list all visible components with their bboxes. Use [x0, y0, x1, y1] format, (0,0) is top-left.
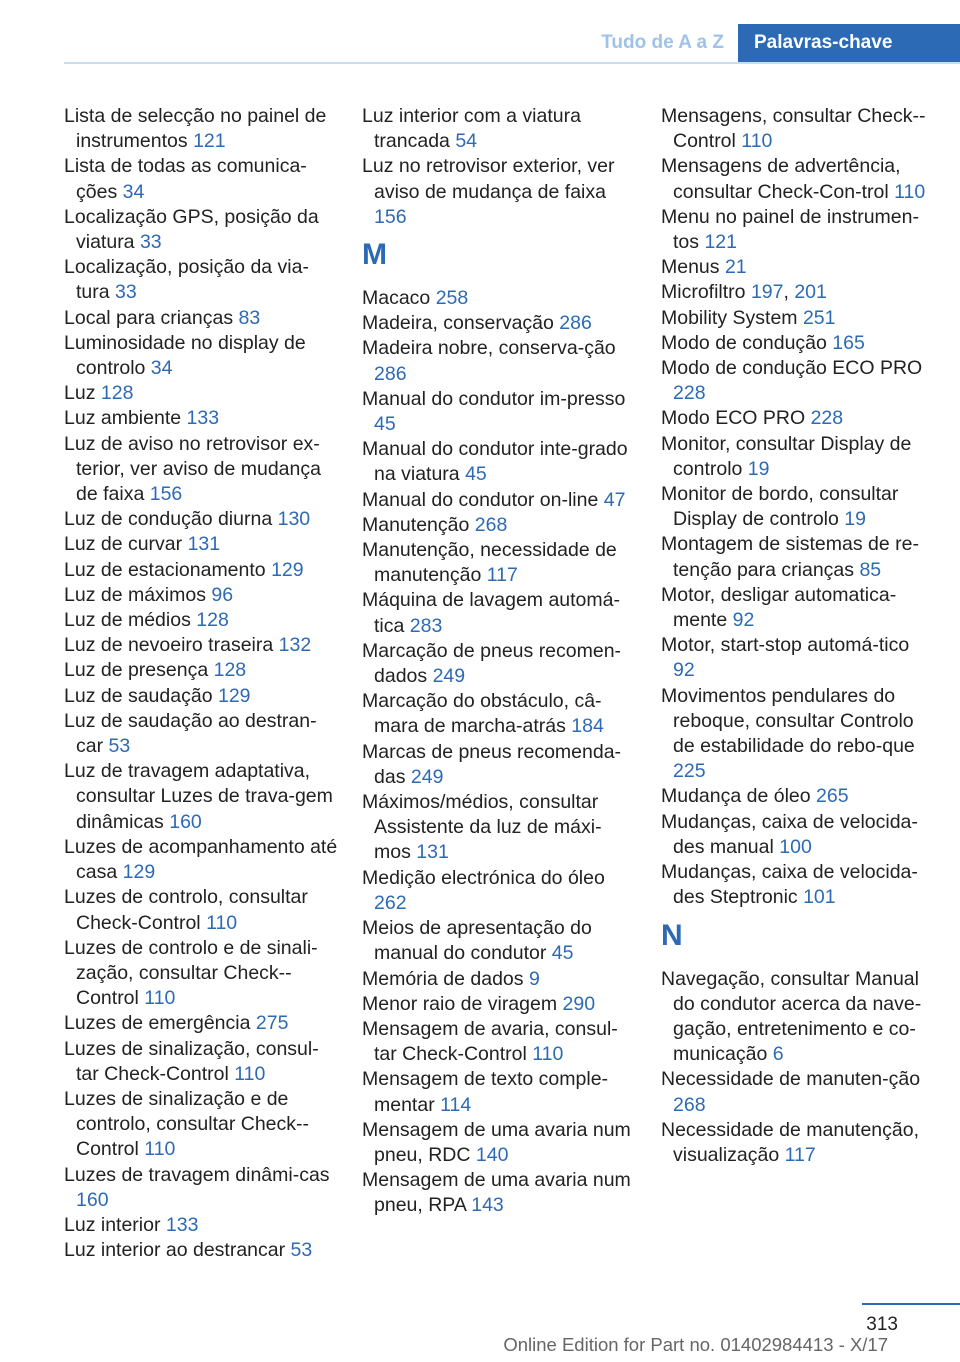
index-entry-term: Modo de condução ECO PRO	[661, 357, 923, 380]
index-entry	[64, 759, 339, 835]
index-entry-term: Manutenção	[362, 513, 470, 536]
index-entry	[661, 532, 936, 582]
index-entry-term: Local para crianças	[64, 306, 234, 329]
index-entry	[661, 967, 936, 1068]
index-entry-term: Luzes de sinalização, consul-tar Check-Control	[64, 1037, 319, 1085]
index-entry-term: Luz de nevoeiro traseira	[64, 634, 274, 657]
index-entry-term: Madeira nobre, conserva-ção	[362, 337, 616, 360]
index-entry	[362, 1168, 637, 1218]
page-reference-link[interactable]: 275	[255, 1012, 289, 1035]
index-entry-term: Lista de todas as comunica-ções	[64, 155, 307, 203]
index-entry-term: Mudança de óleo	[661, 785, 811, 808]
page-reference-link[interactable]: 130	[277, 508, 311, 531]
page-reference-link[interactable]: 251	[802, 306, 836, 329]
page-reference-link[interactable]: 249	[410, 765, 444, 788]
index-entry-term: Menus	[661, 256, 720, 279]
index-entry	[362, 437, 637, 487]
page-reference-link[interactable]: 110	[144, 1138, 176, 1161]
index-entry-term: Memória de dados	[362, 967, 524, 990]
index-entry-term: Macaco	[362, 287, 431, 310]
index-entry	[64, 331, 339, 381]
index-entry	[64, 1163, 339, 1213]
index-entry	[362, 1017, 637, 1067]
page-reference-link[interactable]: 92	[673, 659, 695, 682]
index-entry	[362, 992, 637, 1017]
index-entry-term: Madeira, conservação	[362, 312, 554, 335]
index-entry-term: Luz interior	[64, 1213, 161, 1236]
index-entry	[64, 532, 339, 557]
index-entry-term: Manutenção, necessidade de manutenção	[362, 539, 617, 587]
page-reference-link[interactable]: 225	[673, 760, 706, 783]
index-entry	[64, 432, 339, 508]
index-entry-term: Mensagens de advertência, consultar Check-Con-trol	[661, 155, 901, 203]
page-reference-link[interactable]: 110	[206, 911, 238, 934]
index-entry-term: Localização GPS, posição da viatura	[64, 205, 319, 254]
index-entry	[64, 633, 339, 658]
page-reference-link[interactable]: 160	[76, 1188, 109, 1211]
page-reference-link[interactable]: 54	[455, 130, 478, 153]
index-entry-term: Mensagens, consultar Check--Control	[661, 105, 926, 153]
index-letter-heading: M	[362, 238, 387, 272]
page-reference-link[interactable]: 6	[772, 1043, 784, 1066]
page-reference-link[interactable]: 129	[271, 558, 304, 581]
index-entry-term: Luz de máximos	[64, 583, 206, 606]
index-entry	[661, 1118, 936, 1168]
page-reference-link[interactable]: 34	[150, 357, 173, 380]
page-reference-link[interactable]: 96	[211, 583, 234, 606]
index-entry-term: Necessidade de manutenção, visualização	[661, 1118, 920, 1166]
index-entry-term: Luz interior ao destrancar	[64, 1239, 286, 1262]
page-reference-link[interactable]: 201	[794, 281, 827, 304]
page-reference-link[interactable]: 121	[704, 231, 737, 254]
page-reference-link[interactable]: 19	[844, 508, 866, 531]
index-entry	[64, 154, 339, 204]
index-entry	[64, 583, 339, 608]
index-entry	[362, 311, 637, 336]
index-entry	[661, 810, 936, 860]
index-entry-term: Modo de condução	[661, 331, 827, 354]
index-entry	[661, 432, 936, 482]
index-entry-term: Luz no retrovisor exterior, ver aviso de mudança de faixa	[362, 155, 615, 203]
index-entry-term: Luzes de controlo, consultar Check-Control	[64, 886, 308, 934]
index-entry-term: Luz de travagem adaptativa, consultar Luzes de trava-gem dinâmicas	[64, 760, 333, 833]
page-reference-link[interactable]: 128	[196, 609, 229, 632]
index-entry-term: Luzes de acompanhamento até casa	[64, 835, 338, 884]
index-entry	[661, 784, 936, 809]
index-entry	[362, 387, 637, 437]
index-entry	[362, 1067, 637, 1117]
index-entry	[64, 658, 339, 683]
index-entry-term: Microfiltro	[661, 281, 746, 304]
index-entry	[362, 336, 637, 386]
index-entry-term: Montagem de sistemas de re-tenção para crianças	[661, 533, 919, 581]
page-reference-link[interactable]: 83	[238, 306, 261, 329]
index-entry	[661, 306, 936, 331]
index-entry-term: Marcas de pneus recomenda-das	[362, 740, 622, 788]
index-entry	[64, 885, 339, 935]
index-entry	[661, 205, 936, 255]
index-entry	[64, 608, 339, 633]
index-entry-term: Necessidade de manuten-ção	[661, 1068, 921, 1091]
index-entry	[661, 406, 936, 431]
page-reference-link[interactable]: 110	[532, 1043, 564, 1066]
index-entry	[661, 860, 936, 910]
index-entry	[362, 154, 637, 230]
page-reference-link[interactable]: 258	[435, 287, 469, 310]
index-entry	[362, 790, 637, 866]
index-entry-term: Meios de apresentação do manual do condutor	[362, 917, 592, 965]
index-entry	[64, 558, 339, 583]
index-entry	[64, 381, 339, 406]
index-entry-term: Mensagem de uma avaria num pneu, RDC	[362, 1118, 631, 1166]
page-reference-link[interactable]: 34	[122, 180, 145, 203]
footer-divider	[862, 1303, 960, 1305]
index-entry	[362, 866, 637, 916]
index-entry	[362, 740, 637, 790]
index-entry-term: Menu no painel de instrumen-tos	[661, 205, 919, 254]
page-reference-link[interactable]: 160	[169, 810, 202, 833]
index-entry-term: Mensagem de avaria, consul-tar Check-Control	[362, 1017, 618, 1066]
page-reference-link[interactable]: 128	[100, 382, 134, 405]
chapter-tab[interactable]: Palavras-chave	[738, 24, 960, 62]
edition-note: Online Edition for Part no. 01402984413 - X/17	[503, 1334, 888, 1355]
page-reference-link[interactable]: 129	[217, 684, 251, 707]
page-reference-link[interactable]: 268	[673, 1093, 706, 1116]
page-reference-link[interactable]: 33	[115, 281, 137, 304]
index-entry-term: Monitor, consultar Display de controlo	[661, 432, 912, 480]
page-reference-link[interactable]: 45	[374, 413, 396, 436]
page-reference-link[interactable]: 228	[673, 382, 706, 405]
index-entry	[661, 633, 936, 683]
index-entry	[661, 331, 936, 356]
index-column-2	[362, 104, 637, 1219]
page-reference-link[interactable]: 290	[562, 992, 596, 1015]
page-reference-link[interactable]: 131	[416, 841, 449, 864]
index-entry-term: Marcação de pneus recomen-dados	[362, 639, 622, 688]
index-entry	[64, 1037, 339, 1087]
index-entry	[362, 916, 637, 966]
index-entry-term: Navegação, consultar Manual do condutor acerca da nave-gação, entretenimento e co-municação	[661, 967, 922, 1066]
page-reference-link[interactable]: 131	[187, 533, 221, 556]
index-entry	[362, 513, 637, 538]
page-reference-link[interactable]: 133	[186, 407, 220, 430]
page-reference-link[interactable]: 117	[486, 564, 518, 587]
page-reference-link[interactable]: 133	[165, 1213, 199, 1236]
index-entry-term: Luminosidade no display de controlo	[64, 331, 306, 380]
index-entry	[64, 1238, 339, 1263]
index-entry-term: Luzes de emergência	[64, 1012, 251, 1035]
index-entry	[661, 255, 936, 280]
index-entry-term: Luz de presença	[64, 659, 209, 682]
page-reference-link[interactable]: 110	[234, 1062, 266, 1085]
index-entry-term: Luz ambiente	[64, 407, 182, 430]
index-entry	[362, 639, 637, 689]
index-entry	[362, 538, 637, 588]
index-entry-term: Mensagem de texto comple-mentar	[362, 1068, 609, 1116]
page-reference-link[interactable]: 121	[193, 130, 226, 153]
index-entry	[661, 482, 936, 532]
index-entry-term: Localização, posição da via-tura	[64, 256, 309, 304]
page-reference-link[interactable]: 265	[816, 785, 849, 808]
index-entry	[362, 689, 637, 739]
page-reference-link[interactable]: 110	[741, 130, 773, 153]
page-reference-link[interactable]: 165	[832, 331, 865, 354]
page-reference-link[interactable]: 110	[894, 180, 926, 203]
page-reference-link[interactable]: 92	[732, 609, 755, 632]
index-entry	[64, 936, 339, 1012]
index-entry-term: Manual do condutor inte-grado na viatura	[362, 438, 628, 486]
index-entry-term: Lista de selecção no painel de instrumentos	[64, 105, 327, 153]
section-tab[interactable]: Tudo de A a Z	[601, 32, 724, 53]
index-entry	[64, 835, 339, 885]
index-entry	[64, 406, 339, 431]
page-reference-link[interactable]: 132	[278, 634, 312, 657]
page-reference-link[interactable]: 140	[475, 1143, 509, 1166]
index-entry	[661, 583, 936, 633]
index-entry-term: Luz de aviso no retrovisor ex-terior, ver aviso de mudança de faixa	[64, 432, 321, 506]
page-reference-link[interactable]: 21	[724, 256, 747, 279]
index-entry	[64, 306, 339, 331]
index-entry	[661, 104, 936, 154]
index-entry-term: Medição electrónica do óleo	[362, 866, 605, 889]
page-reference-link[interactable]: 101	[803, 886, 836, 909]
index-entry-term: Máquina de lavagem automá-tica	[362, 589, 620, 637]
page-reference-link[interactable]: 53	[290, 1239, 313, 1262]
page-reference-link[interactable]: 129	[122, 861, 156, 884]
page-reference-link[interactable]: 110	[144, 987, 176, 1010]
index-entry-term: Marcação do obstáculo, câ-mara de marcha-atrás	[362, 690, 602, 738]
page-reference-link[interactable]: 45	[465, 463, 487, 486]
page-reference-link[interactable]: 286	[374, 362, 407, 385]
page-reference-link[interactable]: 45	[551, 942, 574, 965]
index-entry-term: Luz interior com a viatura trancada	[362, 105, 581, 153]
index-entry-term: Máximos/médios, consultar Assistente da luz de máxi-mos	[362, 791, 602, 864]
index-entry	[64, 1087, 339, 1163]
index-entry	[661, 154, 936, 204]
index-entry-term: Luzes de controlo e de sinali-zação, consultar Check--Control	[64, 936, 318, 1010]
index-entry	[661, 1067, 936, 1117]
index-entry	[661, 356, 936, 406]
index-entry-term: Mobility System	[661, 306, 798, 329]
index-entry-term: Manual do condutor im-presso	[362, 387, 626, 410]
index-entry-term: Mensagem de uma avaria num pneu, RPA	[362, 1169, 631, 1217]
page-reference-link[interactable]: 117	[784, 1143, 816, 1166]
page-reference-link[interactable]: 156	[149, 483, 183, 506]
index-entry	[362, 104, 637, 154]
index-entry	[64, 684, 339, 709]
page-reference-link[interactable]: 286	[559, 312, 592, 335]
page-reference-link[interactable]: 53	[108, 735, 131, 758]
index-entry-term: Luz de saudação ao destran-car	[64, 709, 317, 758]
page-reference-link[interactable]: 114	[440, 1093, 472, 1116]
index-entry-term: Motor, start-stop automá-tico	[661, 634, 910, 657]
page-reference-link[interactable]: 184	[571, 715, 604, 738]
index-entry	[362, 1118, 637, 1168]
index-entry-term: Luz	[64, 382, 96, 405]
index-entry-term: Luz de estacionamento	[64, 558, 266, 581]
page-reference-link[interactable]: 100	[779, 835, 812, 858]
index-entry	[64, 104, 339, 154]
page-reference-link[interactable]: 283	[409, 614, 443, 637]
index-entry	[362, 967, 637, 992]
page-reference-link[interactable]: 249	[432, 665, 466, 688]
page-reference-link[interactable]: 262	[374, 891, 407, 914]
page-reference-link[interactable]: 85	[859, 558, 882, 581]
page-header	[0, 24, 960, 62]
index-entry-term: Luz de curvar	[64, 533, 183, 556]
page-reference-link[interactable]: 47	[603, 488, 626, 511]
index-entry-term: Luz de saudação	[64, 684, 213, 707]
index-entry-term: Motor, desligar automatica-mente	[661, 583, 897, 632]
index-column-1	[64, 104, 339, 1263]
index-column-3	[661, 104, 936, 1168]
page-reference-link[interactable]: 128	[213, 659, 247, 682]
page-reference-link[interactable]: 143	[471, 1194, 504, 1217]
index-entry-term: Monitor de bordo, consultar Display de controlo	[661, 483, 899, 531]
index-entry	[64, 1011, 339, 1036]
index-entry-term: Manual do condutor on-line	[362, 488, 599, 511]
page-reference-link[interactable]: 268	[474, 513, 508, 536]
index-entry-term: Luzes de sinalização e de controlo, consultar Check--Control	[64, 1087, 310, 1161]
index-entry	[362, 488, 637, 513]
index-entry: Microfiltro 197, 201	[661, 281, 827, 304]
page-reference-link[interactable]: 228	[810, 407, 844, 430]
index-entry	[64, 205, 339, 255]
index-entry-term: Luz de condução diurna	[64, 508, 273, 531]
index-letter-heading: N	[661, 918, 683, 952]
index-entry	[362, 588, 637, 638]
header-divider	[64, 62, 960, 64]
index-entry-term: Luz de médios	[64, 609, 191, 632]
index-entry	[362, 286, 637, 311]
index-entry-term: Movimentos pendulares do reboque, consultar Controlo de estabilidade do rebo-que	[661, 684, 915, 758]
index-entry-term: Menor raio de viragem	[362, 992, 558, 1015]
page-reference-link[interactable]: 19	[747, 457, 770, 480]
page-reference-link[interactable]: 197	[750, 281, 784, 304]
index-entry	[661, 684, 936, 785]
index-entry	[64, 507, 339, 532]
page-reference-link[interactable]: 33	[139, 231, 162, 254]
page-reference-link[interactable]: 156	[374, 205, 407, 228]
index-entry-term: Modo ECO PRO	[661, 407, 806, 430]
index-entry-term: Mudanças, caixa de velocida-des manual	[661, 810, 918, 858]
page-reference-link[interactable]: 9	[528, 967, 540, 990]
index-entry	[64, 1213, 339, 1238]
page-number: 313	[866, 1314, 898, 1335]
index-entry-term: Luzes de travagem dinâmi-cas	[64, 1163, 330, 1186]
index-entry-term: Mudanças, caixa de velocida-des Steptronic	[661, 861, 918, 909]
index-entry	[64, 255, 339, 305]
index-entry	[64, 709, 339, 759]
